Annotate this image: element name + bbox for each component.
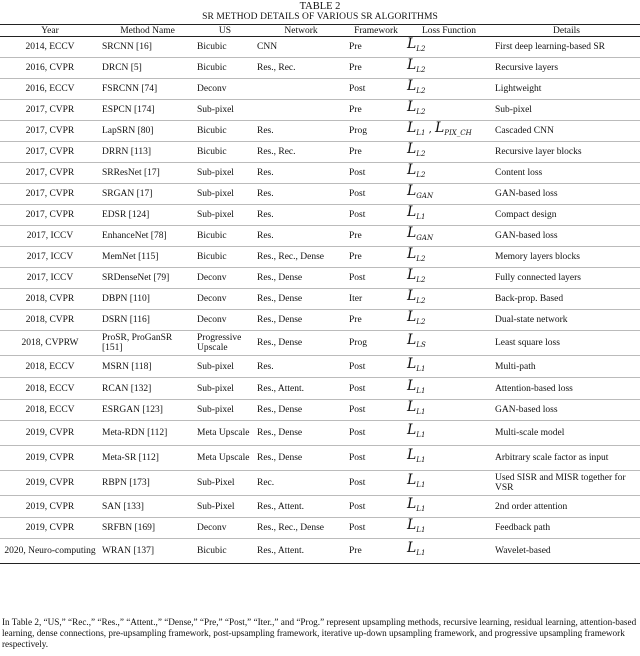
framework-cell: Pre — [347, 247, 405, 268]
upsampling-cell: Meta Upscale — [195, 421, 255, 446]
table-row — [0, 421, 640, 446]
loss-symbol: L — [407, 309, 417, 325]
loss-symbol: L — [434, 120, 445, 136]
table-number: TABLE 2 — [299, 1, 341, 12]
loss-symbol: L — [407, 517, 417, 533]
network-cell: Res., Dense — [255, 400, 347, 421]
loss-function-cell — [405, 163, 493, 184]
details-cell: Arbitrary scale factor as input — [493, 446, 640, 471]
loss-symbol: L — [407, 422, 417, 438]
loss-symbol: L — [407, 288, 417, 304]
details-cell: GAN-based loss — [493, 184, 640, 205]
upsampling-cell: Deconv — [195, 79, 255, 100]
loss-subscript: L1 — [416, 408, 426, 416]
table-title: SR METHOD DETAILS OF VARIOUS SR ALGORITHMS — [202, 12, 438, 22]
details-cell: Feedback path — [493, 518, 640, 539]
loss-symbol: L — [407, 355, 417, 372]
loss-function-cell — [405, 331, 493, 356]
details-cell: Attention-based loss — [493, 378, 640, 400]
network-cell: Res., Dense — [255, 331, 347, 356]
network-cell: Res. — [255, 356, 347, 378]
framework-cell: Pre — [347, 310, 405, 331]
table-row — [0, 310, 640, 331]
upsampling-cell: Bicubic — [195, 58, 255, 79]
loss-symbol: L — [407, 141, 417, 157]
loss-function-cell — [405, 356, 493, 378]
table-row — [0, 163, 640, 184]
details-cell: Cascaded CNN — [493, 121, 640, 142]
year-cell: 2018, CVPRW — [0, 331, 100, 356]
framework-cell: Prog — [347, 331, 405, 356]
loss-subscript: L2 — [416, 66, 426, 74]
table-body — [0, 37, 640, 564]
details-cell: Recursive layer blocks — [493, 142, 640, 163]
details-cell: First deep learning-based SR — [493, 37, 640, 58]
network-cell: Rec. — [255, 471, 347, 496]
network-cell: Res. — [255, 121, 347, 142]
year-cell: 2017, CVPR — [0, 205, 100, 226]
loss-function-cell — [405, 37, 493, 58]
loss-function-cell — [405, 496, 493, 518]
details-cell: Lightweight — [493, 79, 640, 100]
upsampling-cell: Deconv — [195, 310, 255, 331]
upsampling-cell: Bicubic — [195, 539, 255, 564]
framework-cell: Post — [347, 446, 405, 471]
table-row — [0, 331, 640, 356]
details-cell: 2nd order attention — [493, 496, 640, 518]
year-cell: 2019, CVPR — [0, 421, 100, 446]
network-cell: Res. — [255, 163, 347, 184]
year-cell: 2017, ICCV — [0, 226, 100, 247]
table-row — [0, 289, 640, 310]
upsampling-cell: Deconv — [195, 518, 255, 539]
upsampling-cell: Deconv — [195, 289, 255, 310]
loss-function-cell — [405, 142, 493, 163]
loss-function-cell — [405, 79, 493, 100]
upsampling-cell: Bicubic — [195, 121, 255, 142]
year-cell: 2018, ECCV — [0, 378, 100, 400]
network-cell: Res. — [255, 226, 347, 247]
loss-subscript: L1 — [416, 364, 426, 373]
loss-subscript: L2 — [416, 297, 426, 305]
loss-subscript: L2 — [416, 87, 426, 95]
details-cell: GAN-based loss — [493, 226, 640, 247]
details-cell: Wavelet-based — [493, 539, 640, 564]
details-cell: Memory layers blocks — [493, 247, 640, 268]
method-name-cell: ESRGAN [123] — [100, 400, 195, 421]
network-cell: Res. — [255, 205, 347, 226]
network-cell: Res., Dense — [255, 268, 347, 289]
year-cell: 2016, ECCV — [0, 79, 100, 100]
loss-function-cell — [405, 400, 493, 421]
year-cell: 2014, ECCV — [0, 37, 100, 58]
loss-function-cell — [405, 539, 493, 564]
upsampling-cell: Sub-pixel — [195, 163, 255, 184]
framework-cell: Post — [347, 378, 405, 400]
loss-subscript: L1 — [416, 213, 426, 221]
method-name-cell: MemNet [115] — [100, 247, 195, 268]
network-cell: Res., Dense — [255, 310, 347, 331]
loss-subscript: L2 — [416, 255, 426, 263]
loss-function-cell — [405, 471, 493, 496]
loss-symbol: L — [407, 495, 417, 512]
table-row — [0, 184, 640, 205]
details-cell: Recursive layers — [493, 58, 640, 79]
loss-subscript: L1 — [416, 386, 426, 395]
framework-cell: Pre — [347, 142, 405, 163]
details-cell: Sub-pixel — [493, 100, 640, 121]
sr-methods-table — [0, 24, 640, 564]
year-cell: 2018, CVPR — [0, 310, 100, 331]
loss-function-cell — [405, 421, 493, 446]
details-cell: Back-prop. Based — [493, 289, 640, 310]
column-header: Network — [255, 25, 347, 37]
upsampling-cell: Bicubic — [195, 226, 255, 247]
column-header: US — [195, 25, 255, 37]
loss-subscript: PIX_CH — [444, 129, 472, 137]
loss-subscript: L2 — [416, 171, 426, 179]
loss-function-cell — [405, 268, 493, 289]
network-cell: Res., Dense — [255, 289, 347, 310]
loss-symbol: L — [407, 267, 417, 283]
network-cell: Res., Dense — [255, 421, 347, 446]
loss-subscript: L2 — [416, 108, 426, 116]
year-cell: 2017, ICCV — [0, 247, 100, 268]
upsampling-cell: Sub-pixel — [195, 378, 255, 400]
table-row — [0, 539, 640, 564]
framework-cell: Post — [347, 184, 405, 205]
details-cell: Compact design — [493, 205, 640, 226]
loss-function-cell — [405, 446, 493, 471]
method-name-cell: MSRN [118] — [100, 356, 195, 378]
framework-cell: Pre — [347, 58, 405, 79]
loss-subscript: L2 — [416, 45, 426, 53]
framework-cell: Post — [347, 356, 405, 378]
table-row — [0, 356, 640, 378]
loss-symbol: L — [407, 225, 417, 241]
upsampling-cell: Bicubic — [195, 247, 255, 268]
loss-symbol: L — [407, 183, 417, 199]
network-cell: Res., Rec. — [255, 58, 347, 79]
upsampling-cell: Deconv — [195, 268, 255, 289]
loss-symbol: L — [407, 120, 417, 136]
loss-symbol: L — [407, 57, 417, 73]
table-row — [0, 226, 640, 247]
details-cell: GAN-based loss — [493, 400, 640, 421]
loss-symbol: L — [407, 472, 417, 488]
method-name-cell: Meta-RDN [112] — [100, 421, 195, 446]
network-cell: Res. — [255, 184, 347, 205]
column-header: Details — [493, 25, 640, 37]
loss-subscript: L2 — [416, 276, 426, 284]
table-row — [0, 247, 640, 268]
table-row — [0, 37, 640, 58]
year-cell: 2020, Neuro-computing — [0, 539, 100, 564]
method-name-cell: ProSR, ProGanSR [151] — [100, 331, 195, 356]
loss-function-cell — [405, 310, 493, 331]
year-cell: 2019, CVPR — [0, 496, 100, 518]
framework-cell: Post — [347, 205, 405, 226]
table-footnote: In Table 2, “US,” “Rec.,” “Res.,” “Attent.,” “Dense,” “Pre,” “Post,” “Iter.,” and “Prog.” represent upsampling methods, recursive learning, residual learning, attention-based learning, dense connections, pre-upsampling framework, post-upsampling framework, iterative up-down upsampling framework, and progressive upsampling framework respectively. — [2, 617, 637, 649]
year-cell: 2018, ECCV — [0, 400, 100, 421]
table-row — [0, 121, 640, 142]
upsampling-cell: Sub-pixel — [195, 205, 255, 226]
network-cell: Res., Rec., Dense — [255, 247, 347, 268]
year-cell: 2019, CVPR — [0, 471, 100, 496]
loss-subscript: L1 — [416, 526, 426, 534]
network-cell: Res., Rec. — [255, 142, 347, 163]
loss-function-cell — [405, 289, 493, 310]
loss-subscript: LS — [416, 341, 426, 349]
method-name-cell: EDSR [124] — [100, 205, 195, 226]
method-name-cell: SRCNN [16] — [100, 37, 195, 58]
method-name-cell: FSRCNN [74] — [100, 79, 195, 100]
method-name-cell: LapSRN [80] — [100, 121, 195, 142]
table-row — [0, 446, 640, 471]
framework-cell: Post — [347, 79, 405, 100]
table-row — [0, 518, 640, 539]
year-cell: 2017, CVPR — [0, 184, 100, 205]
method-name-cell: DBPN [110] — [100, 289, 195, 310]
loss-symbol: L — [407, 246, 417, 262]
year-cell: 2017, CVPR — [0, 121, 100, 142]
framework-cell: Pre — [347, 539, 405, 564]
loss-symbol: L — [407, 99, 417, 115]
loss-subscript: GAN — [416, 234, 434, 242]
column-header: Year — [0, 25, 100, 37]
details-cell: Multi-scale model — [493, 421, 640, 446]
loss-function-cell — [405, 378, 493, 400]
column-header: Method Name — [100, 25, 195, 37]
framework-cell: Pre — [347, 100, 405, 121]
loss-subscript: L1 — [416, 456, 426, 464]
year-cell: 2018, CVPR — [0, 289, 100, 310]
loss-symbol: L — [407, 399, 417, 415]
loss-function-cell — [405, 518, 493, 539]
details-cell: Fully connected layers — [493, 268, 640, 289]
method-name-cell: RBPN [173] — [100, 471, 195, 496]
year-cell: 2019, CVPR — [0, 446, 100, 471]
table-row — [0, 58, 640, 79]
loss-subscript: L1 — [416, 504, 426, 513]
loss-subscript: L1 — [416, 481, 426, 489]
method-name-cell: Meta-SR [112] — [100, 446, 195, 471]
column-header: Framework — [347, 25, 405, 37]
loss-symbol: L — [407, 36, 417, 52]
framework-cell: Post — [347, 400, 405, 421]
loss-function-cell — [405, 247, 493, 268]
year-cell: 2017, CVPR — [0, 142, 100, 163]
loss-symbol: L — [407, 78, 417, 94]
year-cell: 2017, CVPR — [0, 163, 100, 184]
loss-function-cell — [405, 100, 493, 121]
loss-subscript: L2 — [416, 318, 426, 326]
method-name-cell: EnhanceNet [78] — [100, 226, 195, 247]
method-name-cell: WRAN [137] — [100, 539, 195, 564]
loss-subscript: L1 — [416, 549, 426, 557]
loss-subscript: L1 — [416, 431, 426, 439]
network-cell — [255, 79, 347, 100]
upsampling-cell: Bicubic — [195, 37, 255, 58]
framework-cell: Post — [347, 163, 405, 184]
method-name-cell: SRGAN [17] — [100, 184, 195, 205]
method-name-cell: SRFBN [169] — [100, 518, 195, 539]
details-cell: Used SISR and MISR together for VSR — [493, 471, 640, 496]
table-row — [0, 205, 640, 226]
year-cell: 2018, ECCV — [0, 356, 100, 378]
table-row — [0, 471, 640, 496]
loss-function-cell — [405, 226, 493, 247]
network-cell: Res., Attent. — [255, 496, 347, 518]
method-name-cell: SAN [133] — [100, 496, 195, 518]
loss-symbol: L — [407, 204, 417, 220]
details-cell: Multi-path — [493, 356, 640, 378]
table-row — [0, 378, 640, 400]
network-cell — [255, 100, 347, 121]
upsampling-cell: Bicubic — [195, 142, 255, 163]
details-cell: Dual-state network — [493, 310, 640, 331]
year-cell: 2017, ICCV — [0, 268, 100, 289]
loss-function-cell — [405, 205, 493, 226]
header-row — [0, 25, 640, 37]
loss-subscript: GAN — [416, 192, 434, 200]
details-cell: Content loss — [493, 163, 640, 184]
upsampling-cell: Sub-pixel — [195, 400, 255, 421]
upsampling-cell: Progressive Upscale — [195, 331, 255, 356]
loss-symbol: L — [407, 162, 417, 178]
upsampling-cell: Sub-pixel — [195, 356, 255, 378]
upsampling-cell: Sub-pixel — [195, 184, 255, 205]
table-row — [0, 400, 640, 421]
method-name-cell: RCAN [132] — [100, 378, 195, 400]
upsampling-cell: Sub-pixel — [195, 100, 255, 121]
framework-cell: Prog — [347, 121, 405, 142]
method-name-cell: DSRN [116] — [100, 310, 195, 331]
upsampling-cell: Sub-Pixel — [195, 496, 255, 518]
method-name-cell: DRRN [113] — [100, 142, 195, 163]
table-row — [0, 100, 640, 121]
loss-function-cell — [405, 184, 493, 205]
loss-symbol: L — [407, 332, 417, 348]
network-cell: Res., Attent. — [255, 378, 347, 400]
framework-cell: Pre — [347, 37, 405, 58]
framework-cell: Post — [347, 496, 405, 518]
framework-cell: Iter — [347, 289, 405, 310]
table-row — [0, 496, 640, 518]
loss-function-cell — [405, 58, 493, 79]
network-cell: Res., Attent. — [255, 539, 347, 564]
loss-subscript: L2 — [416, 150, 426, 158]
framework-cell: Post — [347, 421, 405, 446]
loss-symbol: L — [407, 540, 417, 556]
loss-subscript: L1 — [416, 129, 426, 137]
network-cell: Res., Rec., Dense — [255, 518, 347, 539]
method-name-cell: SRDenseNet [79] — [100, 268, 195, 289]
network-cell: Res., Dense — [255, 446, 347, 471]
method-name-cell: DRCN [5] — [100, 58, 195, 79]
framework-cell: Pre — [347, 226, 405, 247]
column-header: Loss Function — [405, 25, 493, 37]
year-cell: 2019, CVPR — [0, 518, 100, 539]
method-name-cell: SRResNet [17] — [100, 163, 195, 184]
year-cell: 2017, CVPR — [0, 100, 100, 121]
framework-cell: Post — [347, 471, 405, 496]
loss-symbol: L — [407, 377, 417, 394]
details-cell: Least square loss — [493, 331, 640, 356]
loss-symbol: L — [407, 447, 417, 463]
network-cell: CNN — [255, 37, 347, 58]
table-caption — [0, 0, 640, 23]
year-cell: 2016, CVPR — [0, 58, 100, 79]
method-name-cell: ESPCN [174] — [100, 100, 195, 121]
framework-cell: Post — [347, 268, 405, 289]
loss-function-cell: $L_{L1}$ , $L_{PIX\_CH}$ — [405, 121, 493, 142]
table-row — [0, 268, 640, 289]
framework-cell: Post — [347, 518, 405, 539]
upsampling-cell: Meta Upscale — [195, 446, 255, 471]
table-row — [0, 79, 640, 100]
table-row — [0, 142, 640, 163]
upsampling-cell: Sub-Pixel — [195, 471, 255, 496]
